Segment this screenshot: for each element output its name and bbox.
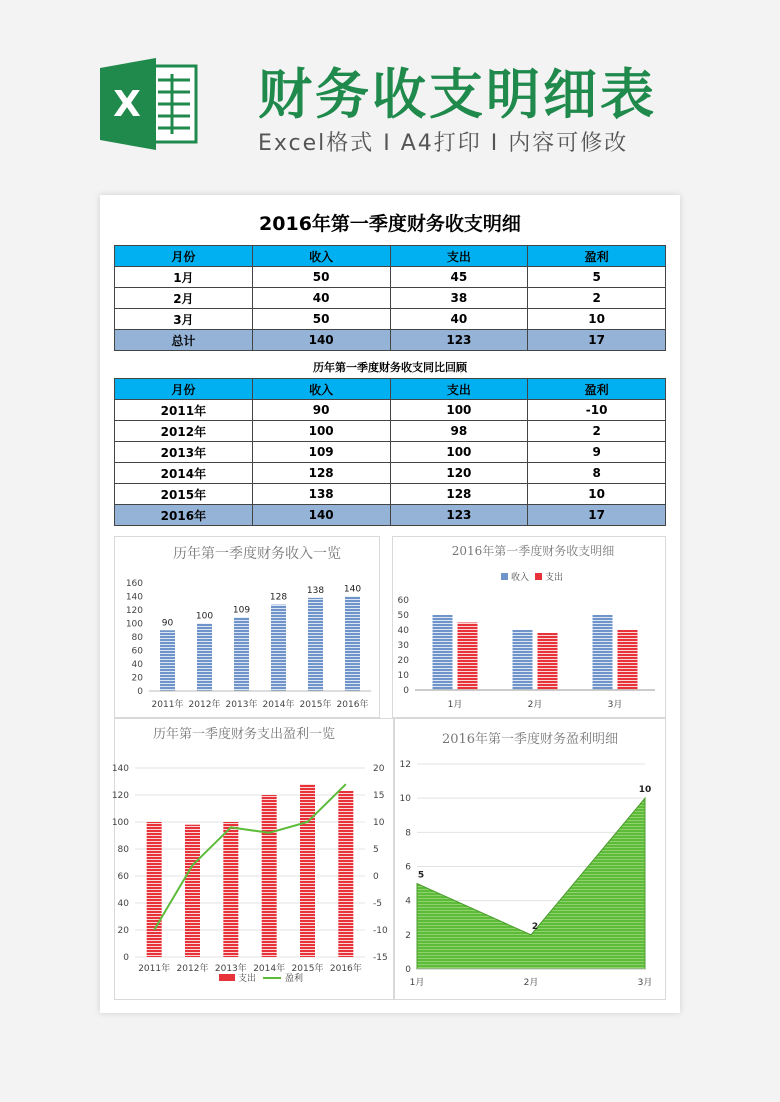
- y-tick-label: 140: [125, 592, 143, 603]
- y-tick-label: 100: [125, 619, 143, 630]
- y-tick-label: 40: [397, 626, 409, 636]
- y-tick-label: 20: [131, 673, 143, 684]
- y2-tick-label: -15: [373, 953, 388, 963]
- table-cell[interactable]: 2: [528, 421, 666, 442]
- svg-text:X: X: [113, 84, 141, 125]
- x-tick-label: 2016年: [329, 964, 362, 974]
- page-subtitle: Excel格式 I A4打印 I 内容可修改: [258, 131, 629, 156]
- data-label: 138: [306, 585, 325, 596]
- x-tick-label: 2月: [523, 978, 539, 988]
- y-tick-label: 50: [397, 611, 409, 621]
- table-cell[interactable]: 100: [390, 400, 528, 421]
- header-cell: 盈利: [528, 246, 666, 267]
- table-cell[interactable]: 2015年: [115, 484, 253, 505]
- chart-quarter-income-expense: [392, 536, 666, 718]
- table-cell[interactable]: 40: [252, 288, 390, 309]
- y-tick-label: 0: [405, 965, 411, 975]
- bar: [593, 615, 613, 690]
- x-tick-label: 2012年: [176, 964, 209, 974]
- table-cell[interactable]: 123: [390, 505, 528, 526]
- legend-swatch: [535, 573, 542, 580]
- y-tick-label: 20: [117, 926, 129, 936]
- x-tick-label: 1月: [447, 700, 463, 710]
- table-cell[interactable]: 109: [252, 442, 390, 463]
- profit-line: [154, 784, 346, 930]
- y2-tick-label: -5: [373, 899, 382, 909]
- page-title: 财务收支明细表: [258, 63, 657, 126]
- table2-title: 历年第一季度财务收支同比回顾: [313, 361, 467, 374]
- table-cell[interactable]: 17: [528, 505, 666, 526]
- legend-label: 支出: [545, 573, 564, 583]
- x-tick-label: 2014年: [262, 700, 295, 710]
- bar: [223, 822, 238, 957]
- data-label: 128: [269, 592, 288, 603]
- y-tick-label: 80: [117, 845, 129, 855]
- y-tick-label: 120: [125, 606, 143, 616]
- data-label: 100: [195, 611, 214, 622]
- y-tick-label: 10: [397, 671, 409, 681]
- bar: [262, 795, 277, 957]
- table-cell[interactable]: 17: [528, 330, 666, 351]
- y2-tick-label: -10: [373, 926, 388, 936]
- bar: [308, 598, 323, 691]
- table-cell[interactable]: 128: [252, 463, 390, 484]
- header-cell: 收入: [252, 379, 390, 400]
- y-tick-label: 20: [397, 656, 409, 666]
- x-tick-label: 1月: [409, 978, 425, 988]
- y-tick-label: 60: [117, 872, 129, 882]
- y-tick-label: 8: [405, 828, 411, 839]
- x-tick-label: 2012年: [188, 700, 221, 710]
- data-label: 2: [531, 921, 539, 932]
- table-row: [115, 400, 666, 421]
- bar: [300, 784, 315, 957]
- x-tick-label: 2013年: [225, 700, 258, 710]
- bar: [185, 825, 200, 957]
- table-cell[interactable]: 2016年: [115, 505, 253, 526]
- header-cell: 月份: [115, 246, 253, 267]
- data-label: 140: [343, 584, 362, 595]
- bar: [338, 791, 353, 957]
- spreadsheet-page: [100, 195, 680, 1013]
- legend-swatch: [219, 974, 235, 981]
- table-cell[interactable]: 40: [390, 309, 528, 330]
- table-cell[interactable]: 50: [252, 309, 390, 330]
- y-tick-label: 60: [397, 596, 409, 606]
- page-header: [0, 0, 780, 195]
- chart-yearly-expense-profit: [111, 718, 394, 1000]
- y-tick-label: 0: [137, 687, 143, 697]
- table-row: [115, 309, 666, 330]
- table-cell[interactable]: 2014年: [115, 463, 253, 484]
- table-cell[interactable]: 2: [528, 288, 666, 309]
- table-cell[interactable]: 2011年: [115, 400, 253, 421]
- table-cell[interactable]: 9: [528, 442, 666, 463]
- y-tick-label: 0: [403, 686, 409, 696]
- y-tick-label: 2: [405, 930, 411, 941]
- y-tick-label: 120: [111, 791, 129, 801]
- table-cell[interactable]: 10: [528, 484, 666, 505]
- table-cell[interactable]: 总计: [115, 330, 253, 351]
- table-row: [115, 288, 666, 309]
- y-tick-label: 10: [399, 794, 411, 805]
- header-cell: 支出: [390, 379, 528, 400]
- y2-tick-label: 20: [373, 764, 385, 774]
- table-cell[interactable]: 123: [390, 330, 528, 351]
- table-cell[interactable]: 50: [252, 267, 390, 288]
- y-tick-label: 12: [399, 760, 411, 770]
- table-row: [115, 267, 666, 288]
- bar: [160, 630, 175, 691]
- header-cell: 支出: [390, 246, 528, 267]
- table-header-row: [115, 379, 666, 400]
- table-cell[interactable]: 10: [528, 309, 666, 330]
- data-label: 5: [417, 870, 425, 881]
- table-cell[interactable]: 45: [390, 267, 528, 288]
- bar: [618, 630, 638, 690]
- bar: [234, 617, 249, 691]
- legend-label: 盈利: [285, 974, 304, 984]
- table-cell[interactable]: 120: [390, 463, 528, 484]
- y-tick-label: 40: [131, 660, 143, 670]
- quarter-summary-table: [114, 245, 666, 351]
- table-cell[interactable]: 2012年: [115, 421, 253, 442]
- y2-tick-label: 0: [373, 872, 379, 882]
- table-cell[interactable]: -10: [528, 400, 666, 421]
- x-tick-label: 3月: [637, 978, 653, 988]
- table-cell[interactable]: 90: [252, 400, 390, 421]
- yearly-review-table: [114, 378, 666, 526]
- table-cell[interactable]: 140: [252, 330, 390, 351]
- excel-logo-icon: [100, 58, 200, 150]
- x-tick-label: 2015年: [299, 700, 332, 710]
- header-cell: 月份: [115, 379, 253, 400]
- x-tick-label: 2016年: [336, 700, 369, 710]
- x-tick-label: 2013年: [214, 964, 247, 974]
- header-cell: 盈利: [528, 379, 666, 400]
- legend-label: 支出: [238, 974, 257, 984]
- chart-quarter-profit: [394, 718, 666, 1000]
- chart-title: 历年第一季度财务支出盈利一览: [152, 727, 336, 742]
- profit-area: [417, 798, 645, 969]
- y-tick-label: 160: [125, 579, 143, 589]
- y2-tick-label: 5: [373, 845, 379, 855]
- table-header-row: [115, 246, 666, 267]
- x-tick-label: 2011年: [151, 700, 184, 710]
- x-tick-label: 2月: [527, 700, 543, 710]
- legend-swatch: [501, 573, 508, 580]
- table-cell[interactable]: 2013年: [115, 442, 253, 463]
- x-tick-label: 3月: [607, 700, 623, 710]
- table-cell[interactable]: 2月: [115, 288, 253, 309]
- bar: [197, 624, 212, 692]
- table-row: [115, 484, 666, 505]
- highlight-row: [115, 505, 666, 526]
- header-cell: 收入: [252, 246, 390, 267]
- bar: [147, 822, 162, 957]
- x-tick-label: 2011年: [138, 964, 171, 974]
- y-tick-label: 0: [123, 953, 129, 963]
- y-tick-label: 80: [131, 633, 143, 643]
- table-cell[interactable]: 128: [390, 484, 528, 505]
- table-cell[interactable]: 38: [390, 288, 528, 309]
- bar: [458, 623, 478, 691]
- table-cell[interactable]: 8: [528, 463, 666, 484]
- bar: [345, 597, 360, 692]
- table-cell[interactable]: 100: [252, 421, 390, 442]
- x-tick-label: 2015年: [291, 964, 324, 974]
- table-cell[interactable]: 98: [390, 421, 528, 442]
- bar: [271, 605, 286, 691]
- y-tick-label: 100: [111, 818, 129, 828]
- y-tick-label: 60: [131, 646, 143, 657]
- table-row: [115, 463, 666, 484]
- y2-tick-label: 10: [373, 818, 385, 828]
- chart-title: 2016年第一季度财务盈利明细: [441, 732, 619, 747]
- y-tick-label: 6: [405, 862, 411, 873]
- chart-yearly-income: [114, 536, 380, 718]
- table-cell[interactable]: 140: [252, 505, 390, 526]
- data-label: 10: [638, 785, 652, 796]
- table-cell[interactable]: 5: [528, 267, 666, 288]
- y-tick-label: 4: [405, 896, 411, 907]
- chart-title: 历年第一季度财务收入一览: [173, 546, 341, 562]
- table-row: [115, 421, 666, 442]
- y2-tick-label: 15: [373, 791, 385, 801]
- sheet-title: 2016年第一季度财务收支明细: [259, 213, 521, 235]
- total-row: [115, 330, 666, 351]
- table-cell[interactable]: 100: [390, 442, 528, 463]
- bar: [433, 615, 453, 690]
- y-tick-label: 40: [117, 899, 129, 909]
- bar: [513, 630, 533, 690]
- data-label: 90: [161, 618, 174, 629]
- x-tick-label: 2014年: [253, 964, 286, 974]
- legend-label: 收入: [511, 573, 530, 583]
- chart-title: 2016年第一季度财务收支明细: [451, 544, 615, 558]
- data-label: 109: [232, 605, 251, 616]
- table-cell[interactable]: 1月: [115, 267, 253, 288]
- table-cell[interactable]: 138: [252, 484, 390, 505]
- table-row: [115, 442, 666, 463]
- y-tick-label: 140: [111, 764, 129, 774]
- table-cell[interactable]: 3月: [115, 309, 253, 330]
- y-tick-label: 30: [397, 641, 409, 651]
- bar: [538, 633, 558, 690]
